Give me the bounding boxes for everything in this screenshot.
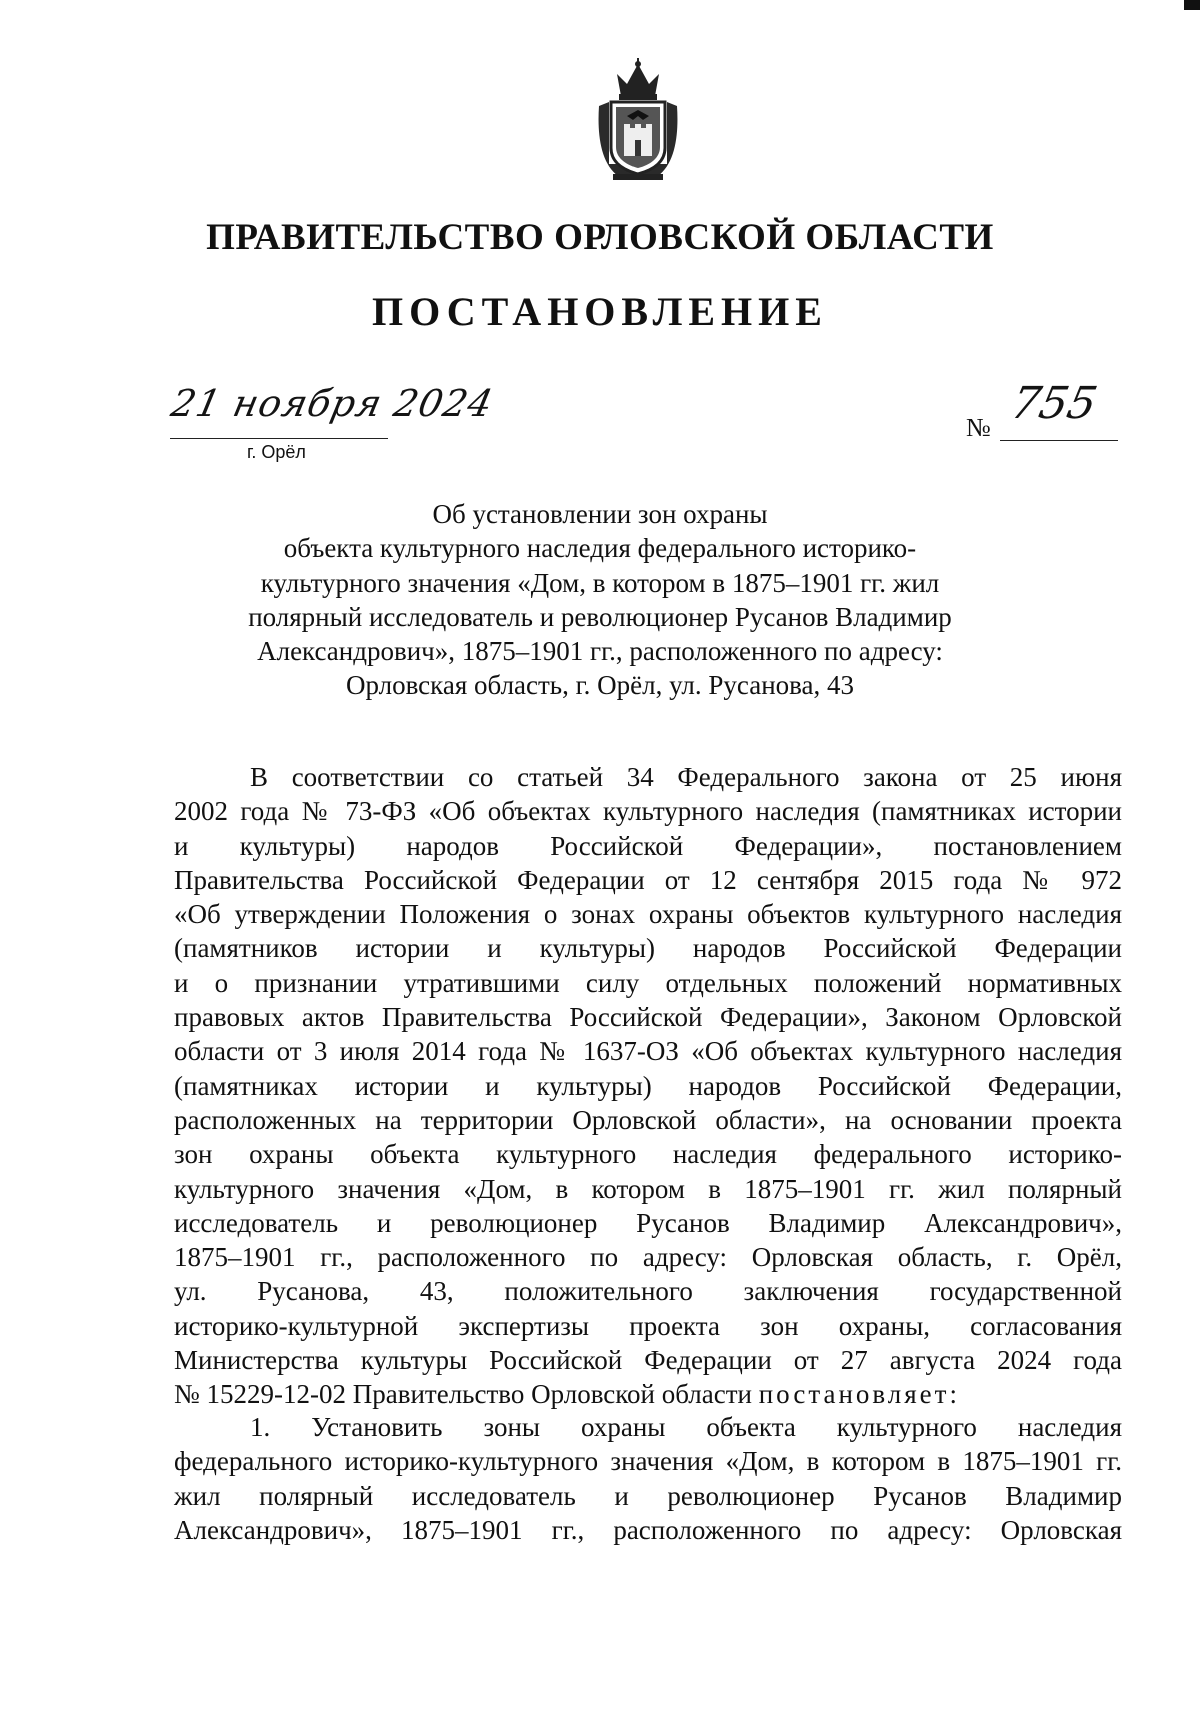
handwritten-date: 21 ноября 2024 <box>167 382 498 425</box>
title-line: полярный исследователь и революционер Русанов Владимир <box>248 601 952 632</box>
paragraph-line: правовых актов Правительства Российской Федерации», Законом Орловской <box>174 1002 1122 1033</box>
paragraph-line: и о признании утратившими силу отдельных положений нормативных <box>174 967 1122 998</box>
paragraph-line: Министерства культуры Российской Федерации от 27 августа 2024 года <box>174 1345 1122 1376</box>
paragraph-line: ул. Русанова, 43, положительного заключения государственной <box>174 1276 1122 1307</box>
title-line: объекта культурного наследия федерального историко- <box>283 533 917 564</box>
title-line: культурного значения «Дом, в котором в 1875–1901 гг. жил <box>260 567 940 598</box>
clause-1-paragraph <box>174 1410 1122 1547</box>
paragraph-line: 2002 года № 73-ФЗ «Об объектах культурного наследия (памятниках истории <box>174 796 1122 827</box>
paragraph-line: зон охраны объекта культурного наследия федерального историко- <box>174 1139 1122 1170</box>
paragraph-line: 1875–1901 гг., расположенного по адресу: Орловская область, г. Орёл, <box>174 1242 1122 1273</box>
paragraph-line: (памятников истории и культуры) народов Российской Федерации <box>174 933 1122 964</box>
paragraph-line: расположенных на территории Орловской области», на основании проекта <box>174 1104 1122 1135</box>
paragraph-final-line <box>174 1377 1122 1411</box>
paragraph-line: Александрович», 1875–1901 гг., расположенного по адресу: Орловская <box>174 1514 1122 1545</box>
number-sign: № <box>966 413 991 442</box>
coat-of-arms-icon <box>591 56 685 184</box>
number-underline <box>1000 440 1118 441</box>
city-label: г. Орёл <box>247 442 306 462</box>
paragraph-line: жил полярный исследователь и революционер Русанов Владимир <box>174 1480 1122 1511</box>
title-line: Орловская область, г. Орёл, ул. Русанова, 43 <box>345 670 855 701</box>
organization-name: ПРАВИТЕЛЬСТВО ОРЛОВСКОЙ ОБЛАСТИ <box>206 217 994 258</box>
handwritten-number: 755 <box>1006 378 1102 429</box>
paragraph-line: 1. Установить зоны охраны объекта культурного наследия <box>250 1412 1122 1442</box>
paragraph-line: культурного значения «Дом, в котором в 1875–1901 гг. жил полярный <box>174 1173 1122 1204</box>
paragraph-line: «Об утверждении Положения о зонах охраны объектов культурного наследия <box>174 899 1122 930</box>
date-underline <box>170 438 388 439</box>
paragraph-line: (памятниках истории и культуры) народов Российской Федерации, <box>174 1070 1122 1101</box>
paragraph-line: исследователь и революционер Русанов Владимир Александрович», <box>174 1207 1122 1238</box>
paragraph-line: и культуры) народов Российской Федерации», постановлением <box>174 830 1122 861</box>
paragraph-line: области от 3 июля 2014 года № 1637-ОЗ «Об объектах культурного наследия <box>174 1036 1122 1067</box>
title-line: Александрович», 1875–1901 гг., расположенного по адресу: <box>257 636 943 667</box>
paragraph-line: федерального историко-культурного значения «Дом, в котором в 1875–1901 гг. <box>174 1446 1122 1477</box>
resolves-word: постановляет: <box>758 1379 960 1410</box>
document-type: ПОСТАНОВЛЕНИЕ <box>372 289 828 334</box>
final-line-text: № 15229-12-02 Правительство Орловской области <box>174 1379 759 1410</box>
paragraph-line: историко-культурной экспертизы проекта зон охраны, согласования <box>174 1310 1122 1341</box>
title-line: Об установлении зон охраны <box>432 499 768 529</box>
paragraph-line: В соответствии со статьей 34 Федерального закона от 25 июня <box>250 762 1122 792</box>
preamble-paragraph <box>174 760 1122 1412</box>
document-title <box>150 497 1050 703</box>
scan-corner-mark <box>1184 0 1200 10</box>
paragraph-line: Правительства Российской Федерации от 12 сентября 2015 года № 972 <box>174 864 1122 895</box>
